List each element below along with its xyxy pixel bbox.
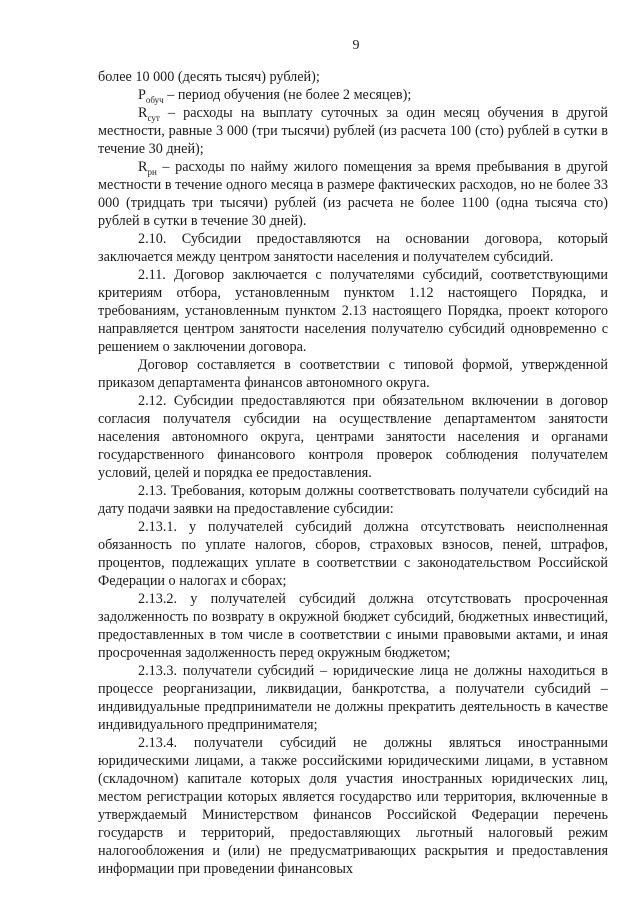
- paragraph-2-13-1: 2.13.1. у получателей субсидий должна отсутствовать неисполненная обязанность по уплате налогов, сборов, страховых взносов, пеней, штрафов, процентов, подлежащих уплате в соответствии с законодательством Российской Федерации о налогах и сборах;: [98, 519, 608, 589]
- term-definition: – расходы на выплату суточных за один месяц обучения в другой местности, равные 3 000 (три тысячи) рублей (из расчета 100 (сто) рублей в сутки в течение 30 дней);: [98, 105, 608, 157]
- term-subscript: рн: [147, 166, 157, 177]
- paragraph-contract-form: Договор составляется в соответствии с типовой формой, утвержденной приказом департамента финансов автономного округа.: [98, 357, 608, 391]
- paragraph-continuation: более 10 000 (десять тысяч) рублей);: [98, 69, 320, 85]
- page-number: 9: [352, 38, 360, 53]
- paragraph-2-13-4: 2.13.4. получатели субсидий не должны являться иностранными юридическими лицами, а также российскими юридическими лицами, в уставном (складочном) капитале которых доля участия иностранных юридических лиц, местом регистрации которых является государство или территория, включенные в утверждаемый Министерством финансов Российской Федерации перечень государств и территорий, предоставляющих льготный налоговый режим налогообложения и (или) не предусматривающих раскрытия и предоставления информации при проведении финансовых: [98, 735, 608, 877]
- term-symbol: R: [138, 159, 148, 175]
- paragraph-term-r-sut: [98, 104, 608, 158]
- paragraph-term-p-obuch: [98, 86, 608, 104]
- term-symbol: P: [138, 87, 146, 103]
- term-symbol: R: [138, 105, 148, 121]
- paragraph-term-r-rn: [98, 158, 608, 230]
- term-subscript: обуч: [145, 94, 164, 105]
- paragraph-2-11: 2.11. Договор заключается с получателями субсидий, соответствующими критериям отбора, установленным пунктом 1.12 настоящего Порядка, и требованиям, установленным пунктом 2.13 настоящего Порядка, проект которого направляется центром занятости населения получателю субсидий одновременно с решением о заключении договора.: [98, 267, 608, 355]
- term-subscript: сут: [147, 112, 160, 123]
- term-definition: – период обучения (не более 2 месяцев);: [163, 87, 412, 103]
- paragraph-2-10: 2.10. Субсидии предоставляются на основании договора, который заключается между центром занятости населения и получателем субсидий.: [98, 231, 608, 265]
- paragraph-2-13-3: 2.13.3. получатели субсидий – юридические лица не должны находиться в процессе реорганизации, ликвидации, банкротства, а получатели субсидий – индивидуальные предприниматели не должны прекратить деятельность в качестве индивидуального предпринимателя;: [98, 663, 608, 733]
- term-definition: – расходы по найму жилого помещения за время пребывания в другой местности в течение одного месяца в размере фактических расходов, но не более 33 000 (тридцать три тысячи) рублей (из расчета не более 1100 (одна тысяча сто) рублей в сутки в течение 30 дней).: [98, 159, 608, 229]
- paragraph-2-12: 2.12. Субсидии предоставляются при обязательном включении в договор согласия получателя субсидии на осуществление департаментом занятости населения автономного округа, центрами занятости населения и органами государственного финансового контроля проверок соблюдения получателем условий, целей и порядка ее предоставления.: [98, 393, 608, 481]
- paragraph-2-13-2: 2.13.2. у получателей субсидий должна отсутствовать просроченная задолженность по возврату в окружной бюджет субсидий, бюджетных инвестиций, предоставленных в том числе в соответствии с иными правовыми актами, и иная просроченная задолженность перед окружным бюджетом;: [98, 591, 608, 661]
- paragraph-2-13: 2.13. Требования, которым должны соответствовать получатели субсидий на дату подачи заявки на предоставление субсидии:: [98, 483, 608, 517]
